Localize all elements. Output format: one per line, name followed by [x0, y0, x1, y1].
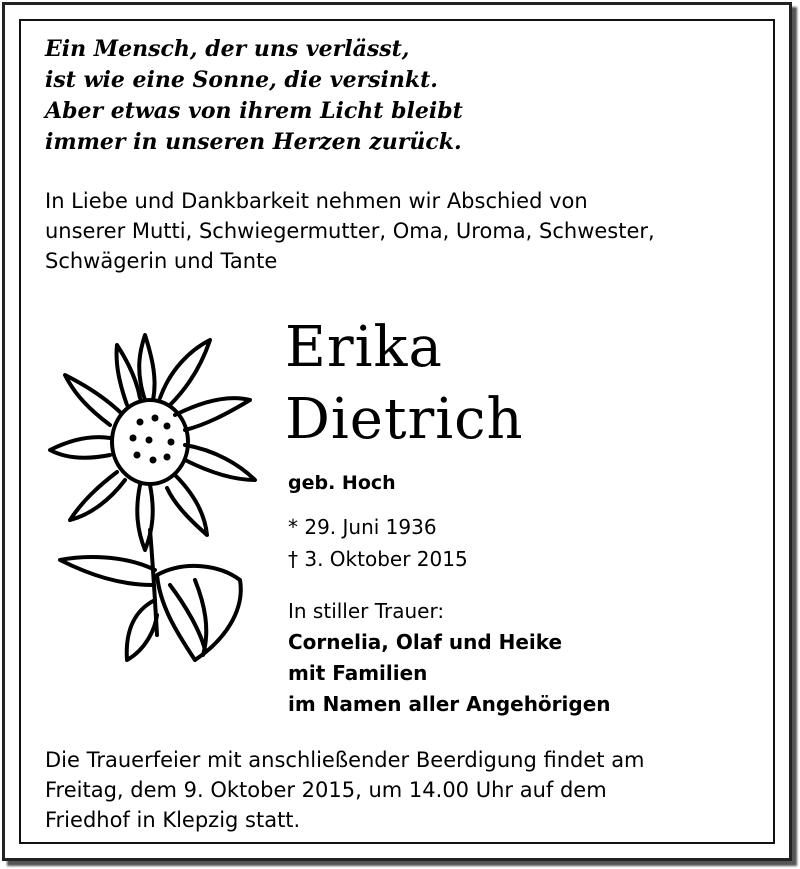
death-date: † 3. Oktober 2015 — [288, 547, 468, 571]
poem-line: ist wie eine Sonne, die versinkt. — [45, 67, 438, 93]
sunflower-drawing-icon — [45, 330, 265, 690]
funeral-info — [45, 745, 645, 835]
birth-name: geb. Hoch — [288, 472, 396, 494]
funeral-info-line: Friedhof in Klepzig statt. — [45, 808, 301, 832]
funeral-info-line: Freitag, dem 9. Oktober 2015, um 14.00 Uhr auf dem — [45, 778, 607, 802]
intro-line: unserer Mutti, Schwiegermutter, Oma, Uroma, Schwester, — [45, 219, 655, 243]
last-name: Dietrich — [285, 387, 524, 452]
mourners-line: mit Familien — [288, 661, 428, 685]
mourners-line: Cornelia, Olaf und Heike — [288, 630, 563, 654]
poem-line: Aber etwas von ihrem Licht bleibt — [45, 98, 463, 124]
poem-line: immer in unseren Herzen zurück. — [45, 129, 462, 155]
mourners-heading: In stiller Trauer: — [288, 599, 445, 623]
poem-line: Ein Mensch, der uns verlässt, — [45, 36, 410, 62]
life-dates — [288, 511, 468, 575]
intro-text — [45, 186, 745, 276]
poem — [45, 34, 463, 158]
birth-date: * 29. Juni 1936 — [288, 515, 437, 539]
funeral-info-line: Die Trauerfeier mit anschließender Beerdigung findet am — [45, 748, 645, 772]
intro-line: Schwägerin und Tante — [45, 249, 278, 273]
mourners-line: im Namen aller Angehörigen — [288, 692, 611, 716]
deceased-name — [285, 312, 524, 456]
mourners-block — [288, 596, 611, 720]
first-name: Erika — [285, 315, 443, 380]
intro-line: In Liebe und Dankbarkeit nehmen wir Abschied von — [45, 189, 588, 213]
